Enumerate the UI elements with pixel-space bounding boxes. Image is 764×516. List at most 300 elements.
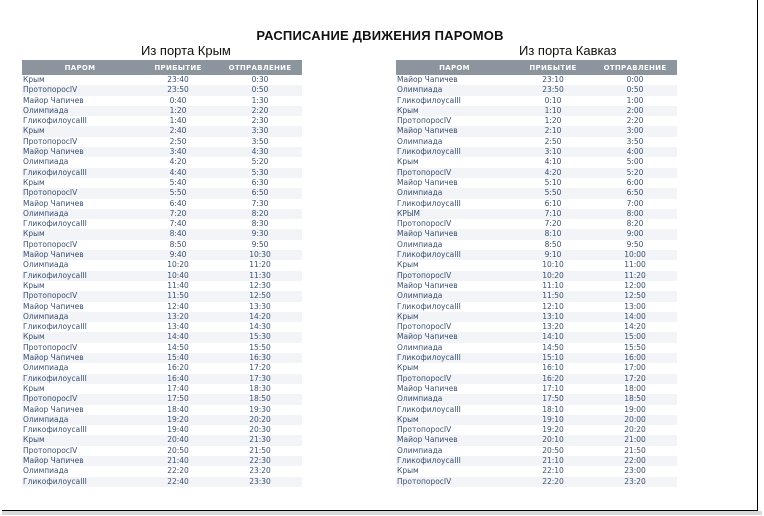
arrival-time: 13:40 [167, 322, 189, 332]
table-row [22, 384, 302, 394]
table-row [22, 178, 302, 188]
table-row [396, 271, 677, 281]
ferry-name: ПротопоросIV [22, 188, 138, 198]
arrival-time: 23:10 [542, 75, 564, 84]
departure-time: 10:30 [218, 250, 302, 260]
ferry-name: Олимпиада [22, 415, 138, 425]
arrival-time: 23:50 [138, 85, 218, 95]
ferry-name: ГликофилоусаIII [397, 301, 461, 311]
ferry-name: Крым [396, 312, 513, 322]
ferry-name: Олимпиада [396, 291, 513, 301]
arrival-time: 17:50 [513, 394, 593, 404]
departure-time: 14:30 [249, 322, 271, 332]
page-title: РАСПИСАНИЕ ДВИЖЕНИЯ ПАРОМОВ [256, 28, 504, 43]
departure-time: 2:20 [626, 116, 644, 126]
table-row [22, 106, 302, 116]
departure-time: 12:50 [218, 291, 302, 301]
departure-time: 11:20 [593, 271, 677, 281]
departure-time: 11:30 [218, 271, 302, 281]
departure-time: 14:20 [218, 312, 302, 322]
ferry-name: ГликофилоусаIII [22, 477, 138, 487]
arrival-time: 19:40 [167, 425, 189, 435]
departure-time: 19:00 [624, 404, 646, 414]
ferry-name: Крым [22, 435, 138, 445]
ferry-name: ПротопоросIV [396, 168, 513, 178]
table-row [396, 281, 677, 291]
table-row [22, 271, 302, 281]
departure-time: 23:30 [218, 477, 302, 487]
ferry-name: Майор Чапичев [396, 229, 513, 239]
arrival-time: 4:40 [138, 168, 218, 178]
ferry-name: ПротопоросIV [23, 136, 78, 146]
arrival-time: 22:20 [167, 466, 189, 476]
arrival-time: 0:10 [544, 95, 562, 105]
table-row [396, 394, 677, 404]
ferry-name: Олимпиада [397, 445, 443, 455]
arrival-time: 9:10 [513, 250, 593, 260]
table-body-crimea [22, 75, 302, 487]
departure-time: 13:30 [249, 301, 271, 311]
arrival-time: 16:10 [542, 363, 564, 373]
ferry-name: ГликофилоусаIII [22, 374, 138, 384]
arrival-time: 5:50 [513, 188, 593, 198]
ferry-name: ПротопоросIV [397, 322, 452, 332]
arrival-time: 8:50 [544, 239, 562, 249]
arrival-time: 11:50 [138, 291, 218, 301]
arrival-time: 1:40 [169, 116, 187, 126]
ferry-name: Олимпиада [23, 260, 69, 270]
table-row [22, 374, 302, 384]
ferry-name: ГликофилоусаIII [396, 353, 513, 363]
departure-time: 11:20 [249, 260, 271, 270]
table-row [22, 188, 302, 198]
ferry-name: ПротопоросIV [22, 85, 138, 95]
table-row [22, 312, 302, 322]
table-row [22, 116, 302, 126]
arrival-time: 8:40 [138, 229, 218, 239]
arrival-time: 14:50 [167, 342, 189, 352]
arrival-time: 3:40 [138, 147, 218, 157]
arrival-time: 13:10 [513, 312, 593, 322]
table-row [396, 85, 677, 95]
ferry-name: Крым [22, 126, 138, 136]
arrival-time: 20:10 [513, 435, 593, 445]
ferry-name: ПротопоросIV [396, 271, 513, 281]
table-row [396, 157, 677, 167]
arrival-time: 7:10 [513, 209, 593, 219]
arrival-time: 10:10 [542, 260, 564, 270]
arrival-time: 10:20 [513, 271, 593, 281]
ferry-name: Майор Чапичев [23, 198, 84, 208]
table-row [396, 260, 677, 270]
departure-time: 3:00 [593, 126, 677, 136]
table-row [22, 343, 302, 353]
arrival-time: 20:50 [167, 445, 189, 455]
table-row [22, 260, 302, 270]
departure-time: 21:00 [593, 435, 677, 445]
ferry-name: Майор Чапичев [23, 301, 84, 311]
departure-time: 18:00 [624, 383, 646, 393]
ferry-name: ГликофилоусаIII [23, 425, 87, 435]
table-row [22, 157, 302, 167]
ferry-name: ГликофилоусаIII [396, 147, 513, 157]
departure-time: 10:00 [593, 250, 677, 260]
departure-time: 19:30 [249, 404, 271, 414]
departure-time: 23:20 [249, 466, 271, 476]
caption-from-crimea: Из порта Крым [141, 43, 231, 58]
table-row [396, 322, 677, 332]
ferry-name: ПротопоросIV [396, 477, 513, 487]
departure-time: 9:00 [593, 229, 677, 239]
table-row [396, 199, 677, 209]
table-row [396, 291, 677, 301]
departure-time: 13:00 [624, 301, 646, 311]
arrival-time: 7:20 [544, 219, 562, 229]
ferry-name: Крым [23, 280, 45, 290]
arrival-time: 4:10 [544, 157, 562, 167]
ferry-name: ПротопоросIV [396, 374, 513, 384]
departure-time: 6:30 [251, 177, 269, 187]
departure-time: 0:00 [626, 75, 644, 84]
departure-time: 18:50 [593, 394, 677, 404]
departure-time: 9:30 [218, 229, 302, 239]
table-header-row [22, 60, 302, 75]
table-body-kavkaz [396, 75, 677, 487]
schedule-table-crimea [22, 60, 302, 487]
departure-time: 23:20 [593, 477, 677, 487]
table-row [22, 446, 302, 456]
table-row [22, 219, 302, 229]
departure-time: 21:50 [249, 445, 271, 455]
caption-from-kavkaz: Из порта Кавказ [519, 43, 617, 58]
arrival-time: 8:50 [169, 239, 187, 249]
arrival-time: 11:40 [167, 280, 189, 290]
table-row [22, 415, 302, 425]
arrival-time: 14:50 [542, 342, 564, 352]
table-row [396, 188, 677, 198]
ferry-name: Олимпиада [396, 188, 513, 198]
table-row [22, 229, 302, 239]
ferry-name: Майор Чапичев [396, 435, 513, 445]
ferry-name: ПротопоросIV [22, 394, 138, 404]
ferry-name: ГликофилоусаIII [23, 322, 87, 332]
arrival-time: 1:20 [138, 106, 218, 116]
departure-time: 2:30 [251, 116, 269, 126]
departure-time: 6:50 [593, 188, 677, 198]
table-row [396, 126, 677, 136]
schedule-table-kavkaz [396, 60, 677, 487]
ferry-name: ПротопоросIV [23, 445, 78, 455]
arrival-time: 3:10 [513, 147, 593, 157]
table-row [22, 363, 302, 373]
ferry-name: ГликофилоусаIII [23, 219, 87, 229]
table-row [396, 446, 677, 456]
departure-time: 12:00 [624, 280, 646, 290]
table-row [396, 116, 677, 126]
arrival-time: 9:40 [138, 250, 218, 260]
table-row [22, 435, 302, 445]
arrival-time: 13:20 [542, 322, 564, 332]
table-row [22, 302, 302, 312]
table-row [22, 209, 302, 219]
departure-time: 14:00 [593, 312, 677, 322]
header-arrival: ПРИБЫТИЕ [513, 60, 593, 75]
ferry-name: Крым [397, 363, 419, 373]
departure-time: 17:00 [624, 363, 646, 373]
arrival-time: 7:20 [138, 209, 218, 219]
header-ferry: ПАРОМ [22, 60, 138, 75]
departure-time: 8:20 [218, 209, 302, 219]
table-row [22, 137, 302, 147]
departure-time: 4:30 [218, 147, 302, 157]
ferry-name: Майор Чапичев [396, 126, 513, 136]
ferry-name: Олимпиада [396, 394, 513, 404]
header-ferry: ПАРОМ [396, 60, 513, 75]
table-row [396, 209, 677, 219]
table-row [22, 147, 302, 157]
ferry-name: Крым [22, 229, 138, 239]
departure-time: 12:50 [593, 291, 677, 301]
ferry-name: Крым [396, 415, 513, 425]
arrival-time: 21:10 [513, 456, 593, 466]
arrival-time: 4:20 [513, 168, 593, 178]
departure-time: 3:50 [251, 136, 269, 146]
arrival-time: 15:40 [138, 353, 218, 363]
ferry-name: Олимпиада [397, 239, 443, 249]
departure-time: 15:50 [249, 342, 271, 352]
arrival-time: 1:20 [544, 116, 562, 126]
ferry-name: ПротопоросIV [23, 239, 78, 249]
table-row [396, 384, 677, 394]
departure-time: 17:20 [249, 363, 271, 373]
ferry-name: Олимпиада [397, 342, 443, 352]
departure-time: 6:00 [626, 177, 644, 187]
table-row [22, 168, 302, 178]
departure-time: 3:30 [218, 126, 302, 136]
ferry-name: Крым [22, 332, 138, 342]
departure-time: 9:50 [626, 239, 644, 249]
table-row [396, 137, 677, 147]
arrival-time: 10:20 [167, 260, 189, 270]
header-departure: ОТПРАВЛЕНИЕ [593, 60, 677, 75]
table-row [396, 363, 677, 373]
departure-time: 3:50 [626, 136, 644, 146]
arrival-time: 19:10 [513, 415, 593, 425]
departure-time: 16:30 [218, 353, 302, 363]
departure-time: 1:30 [251, 95, 269, 105]
arrival-time: 2:40 [138, 126, 218, 136]
ferry-name: ПротопоросIV [22, 291, 138, 301]
ferry-name: ГликофилоусаIII [396, 250, 513, 260]
ferry-name: ГликофилоусаIII [396, 456, 513, 466]
departure-time: 14:20 [624, 322, 646, 332]
table-row [396, 477, 677, 487]
table-row [396, 229, 677, 239]
table-row [22, 85, 302, 95]
arrival-time: 20:40 [138, 435, 218, 445]
arrival-time: 10:40 [138, 271, 218, 281]
ferry-name: Майор Чапичев [397, 177, 458, 187]
arrival-time: 12:40 [167, 301, 189, 311]
departure-time: 5:20 [251, 157, 269, 167]
header-departure: ОТПРАВЛЕНИЕ [218, 60, 302, 75]
table-row [22, 477, 302, 487]
arrival-time: 1:10 [513, 106, 593, 116]
ferry-name: ПротопоросIV [397, 116, 452, 126]
departure-time: 5:30 [218, 168, 302, 178]
ferry-name: Крым [397, 157, 419, 167]
arrival-time: 8:10 [513, 229, 593, 239]
ferry-name: Крым [23, 177, 45, 187]
table-row [22, 75, 302, 85]
ferry-name: ГликофилоусаIII [397, 198, 461, 208]
arrival-time: 17:10 [542, 383, 564, 393]
table-row [396, 456, 677, 466]
header-arrival: ПРИБЫТИЕ [138, 60, 218, 75]
table-row [22, 126, 302, 136]
ferry-name: Олимпиада [397, 136, 443, 146]
arrival-time: 14:40 [138, 332, 218, 342]
arrival-time: 18:10 [542, 404, 564, 414]
departure-time: 8:30 [251, 219, 269, 229]
arrival-time: 11:10 [542, 280, 564, 290]
table-row [396, 168, 677, 178]
ferry-name: Крым [23, 75, 45, 84]
table-row [22, 394, 302, 404]
arrival-time: 6:10 [544, 198, 562, 208]
departure-time: 15:30 [218, 332, 302, 342]
table-row [396, 147, 677, 157]
table-row [396, 425, 677, 435]
table-row [22, 353, 302, 363]
departure-time: 9:50 [251, 239, 269, 249]
departure-time: 2:20 [218, 106, 302, 116]
ferry-name: Олимпиада [22, 106, 138, 116]
arrival-time: 13:20 [138, 312, 218, 322]
ferry-name: Крым [396, 106, 513, 116]
arrival-time: 22:10 [542, 466, 564, 476]
ferry-name: Крым [397, 466, 419, 476]
departure-time: 11:00 [624, 260, 646, 270]
ferry-name: Крым [397, 260, 419, 270]
arrival-time: 22:40 [138, 477, 218, 487]
table-row [396, 240, 677, 250]
departure-time: 22:30 [218, 456, 302, 466]
arrival-time: 15:10 [513, 353, 593, 363]
arrival-time: 14:10 [513, 332, 593, 342]
departure-time: 12:30 [249, 280, 271, 290]
table-row [22, 199, 302, 209]
table-row [396, 343, 677, 353]
table-row [22, 332, 302, 342]
ferry-name: Майор Чапичев [397, 75, 458, 84]
departure-time: 4:00 [593, 147, 677, 157]
table-row [396, 353, 677, 363]
ferry-name: Олимпиада [23, 466, 69, 476]
arrival-time: 6:40 [169, 198, 187, 208]
ferry-name: Олимпиада [23, 157, 69, 167]
ferry-name: КРЫМ [396, 209, 513, 219]
table-row [22, 425, 302, 435]
departure-time: 6:50 [218, 188, 302, 198]
departure-time: 17:20 [593, 374, 677, 384]
table-row [396, 435, 677, 445]
arrival-time: 18:40 [167, 404, 189, 414]
departure-time: 0:50 [593, 85, 677, 95]
departure-time: 5:20 [593, 168, 677, 178]
departure-time: 17:30 [218, 374, 302, 384]
ferry-name: ГликофилоусаIII [23, 116, 87, 126]
table-row [396, 312, 677, 322]
departure-time: 2:00 [593, 106, 677, 116]
arrival-time: 19:20 [542, 425, 564, 435]
departure-time: 21:30 [218, 435, 302, 445]
table-row [22, 466, 302, 476]
arrival-time: 0:40 [169, 95, 187, 105]
ferry-name: ГликофилоусаIII [397, 95, 461, 105]
ferry-name: ПротопоросIV [23, 342, 78, 352]
arrival-time: 11:50 [513, 291, 593, 301]
table-row [396, 466, 677, 476]
arrival-time: 20:50 [542, 445, 564, 455]
arrival-time: 16:20 [513, 374, 593, 384]
departure-time: 16:00 [593, 353, 677, 363]
ferry-name: Майор Чапичев [22, 250, 138, 260]
arrival-time: 2:50 [169, 136, 187, 146]
departure-time: 8:20 [626, 219, 644, 229]
departure-time: 7:00 [626, 198, 644, 208]
ferry-name: ГликофилоусаIII [22, 271, 138, 281]
departure-time: 20:30 [249, 425, 271, 435]
arrival-time: 23:40 [167, 75, 189, 84]
table-row [396, 106, 677, 116]
table-row [22, 456, 302, 466]
table-row [396, 405, 677, 415]
arrival-time: 5:50 [138, 188, 218, 198]
departure-time: 7:30 [251, 198, 269, 208]
table-row [396, 75, 677, 85]
ferry-name: Олимпиада [22, 209, 138, 219]
table-row [396, 302, 677, 312]
arrival-time: 4:20 [169, 157, 187, 167]
ferry-name: Майор Чапичев [23, 404, 84, 414]
arrival-time: 7:40 [169, 219, 187, 229]
ferry-name: Майор Чапичев [22, 456, 138, 466]
departure-time: 20:20 [624, 425, 646, 435]
ferry-name: Крым [23, 383, 45, 393]
table-row [22, 250, 302, 260]
departure-time: 1:00 [626, 95, 644, 105]
departure-time: 18:50 [218, 394, 302, 404]
ferry-name: Майор Чапичев [23, 95, 84, 105]
table-row [22, 291, 302, 301]
departure-time: 5:00 [626, 157, 644, 167]
table-row [396, 96, 677, 106]
departure-time: 0:50 [218, 85, 302, 95]
arrival-time: 2:10 [513, 126, 593, 136]
ferry-name: Олимпиада [23, 363, 69, 373]
table-row [396, 178, 677, 188]
ferry-name: ГликофилоусаIII [397, 404, 461, 414]
departure-time: 15:50 [624, 342, 646, 352]
departure-time: 21:50 [624, 445, 646, 455]
departure-time: 23:00 [624, 466, 646, 476]
departure-time: 20:20 [218, 415, 302, 425]
departure-time: 20:00 [593, 415, 677, 425]
departure-time: 0:30 [251, 75, 269, 84]
departure-time: 22:00 [593, 456, 677, 466]
ferry-name: ПротопоросIV [397, 219, 452, 229]
